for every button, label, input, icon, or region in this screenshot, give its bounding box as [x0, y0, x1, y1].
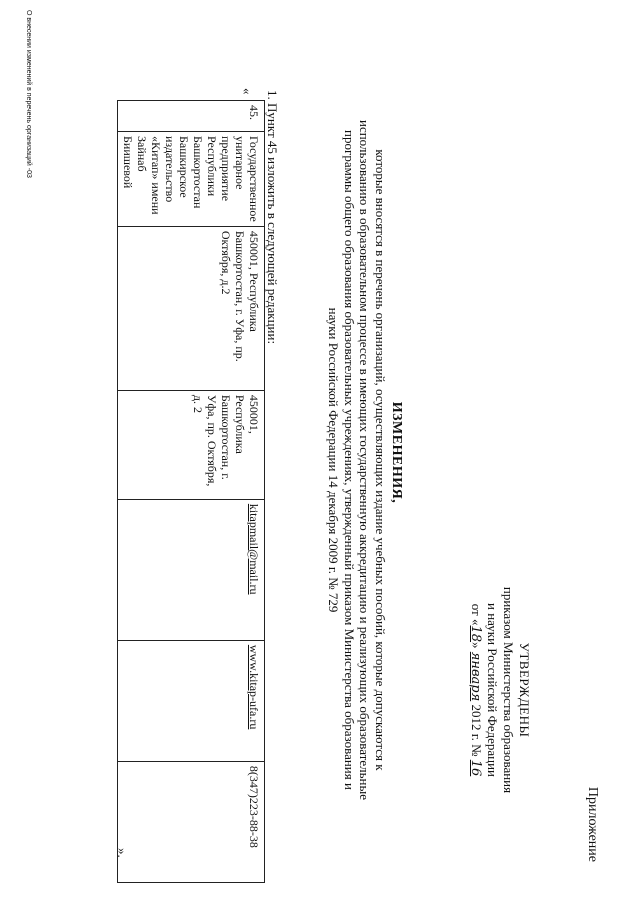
handwritten-day: 18 [468, 625, 483, 643]
cell-number: 45. [118, 101, 265, 132]
cell-address-postal: 450001, Республика Башкортостан, г. Уфа, пр. Октября, д. 2 [118, 390, 265, 499]
point-instruction: 1. Пункт 45 изложить в следующей редакции: [265, 90, 280, 345]
appendix-label: Приложение [585, 786, 600, 862]
table-row [118, 101, 265, 883]
website-link[interactable]: www.kitap-ufa.ru [247, 644, 261, 730]
organization-table [117, 100, 265, 883]
intro-line-1: которые вносятся в перечень организаций, осуществляющих издание учебных пособий, которые допускаются к [373, 149, 388, 771]
date-mid: » [469, 642, 484, 652]
approval-block [467, 530, 532, 850]
footer-note: О внесении изменений в перечень организаций -03 [25, 10, 32, 178]
approval-date-line [467, 530, 484, 850]
cell-organization: Государственное унитарное предприятие Республики Башкортостан Башкирское издательство «Китап» имени Зайнаб Биишевой [118, 132, 265, 227]
cell-address-legal: 450001, Республика Башкортостан, г. Уфа, пр. Октября, д.2 [118, 226, 265, 390]
handwritten-month: января [468, 651, 483, 702]
date-year: 2012 г. № [469, 701, 484, 757]
document-heading: ИЗМЕНЕНИЯ, [389, 401, 404, 504]
quote-close: ». [115, 848, 130, 858]
intro-line-2: использованию в образовательном процессе в имеющих государственную аккредитацию и реализующих образовательные [357, 119, 373, 801]
cell-phone: 8(347)223-88-38 [118, 761, 265, 882]
approval-line-science: и науки Российской Федерации [485, 602, 500, 777]
cell-email [118, 499, 265, 640]
quote-open: « [240, 88, 255, 95]
cell-website [118, 640, 265, 761]
intro-line-3: программы общего образования образовательных учреждениях, утвержденный приказом Министерства образования и [342, 130, 357, 790]
intro-line-4: науки Российской Федерации 14 декабря 2009 г. № 729 [326, 307, 342, 613]
approval-title: УТВЕРЖДЕНЫ [517, 642, 532, 738]
intro-text [326, 80, 388, 840]
approval-line-ministry: приказом Министерства образования [501, 586, 516, 794]
email-link[interactable]: kitapmail@mail.ru [247, 503, 261, 595]
handwritten-number: 16 [468, 759, 483, 777]
date-prefix: от « [469, 603, 484, 626]
